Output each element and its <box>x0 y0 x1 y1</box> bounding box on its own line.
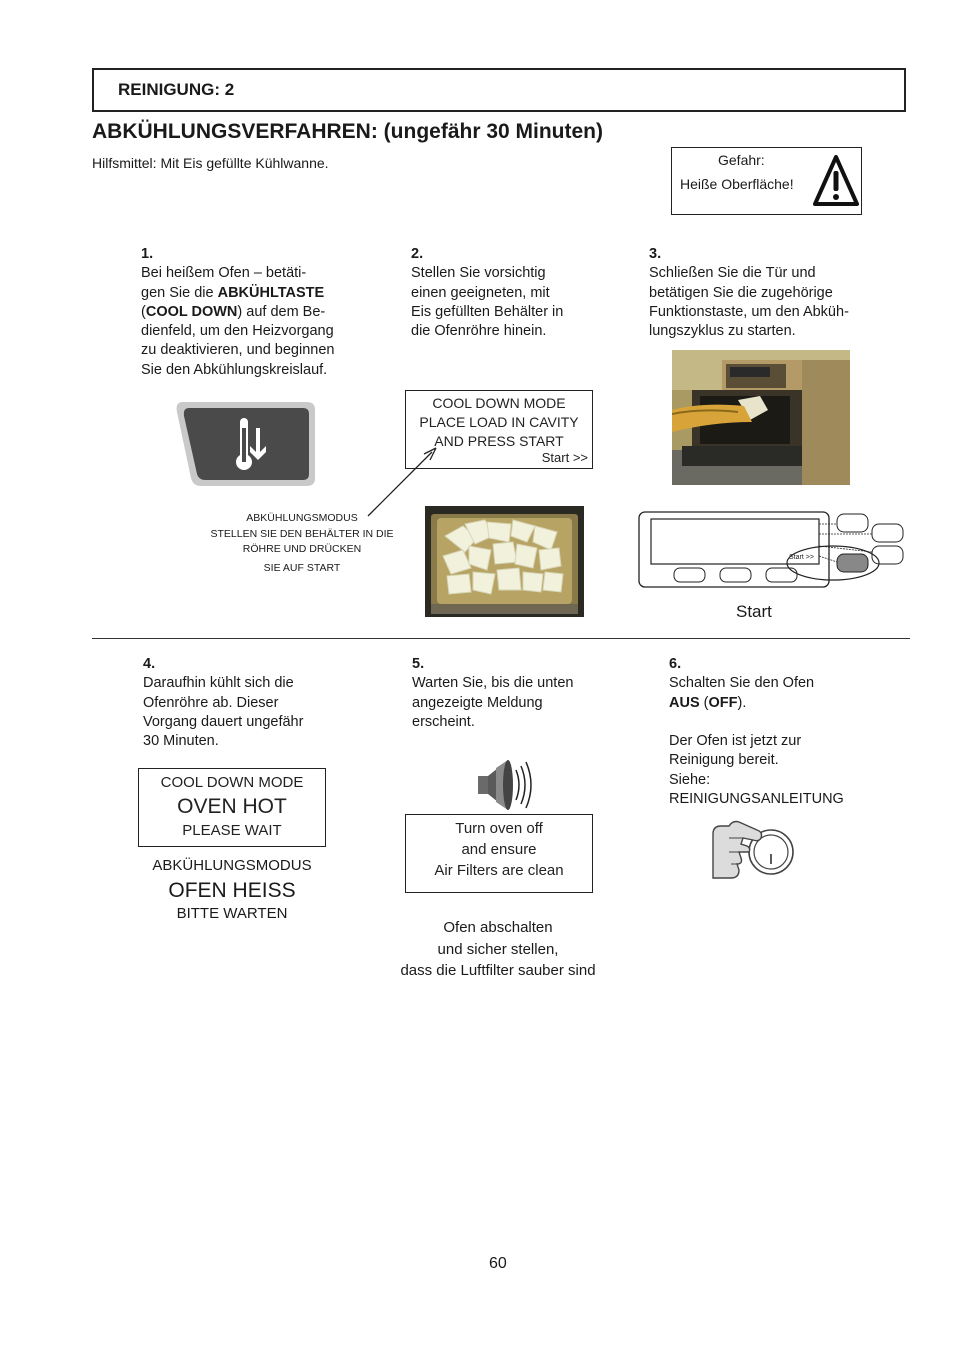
control-panel-diagram <box>638 510 906 590</box>
power-button-hand-icon <box>709 816 795 884</box>
caption-line: Ofen abschalten <box>443 919 553 936</box>
step-text-part: ). <box>737 694 747 711</box>
step-text <box>669 674 899 809</box>
danger-box <box>671 147 862 215</box>
step-text-part: Siehe: <box>669 771 711 788</box>
off-label-en: OFF <box>708 694 738 711</box>
step-text-part: Der Ofen ist jetzt zur <box>669 733 802 750</box>
caption-line: und sicher stellen, <box>437 940 559 958</box>
step-text-part: REINIGUNGSANLEITUNG <box>669 791 844 808</box>
step-3 <box>649 245 879 341</box>
caption-line: BITTE WARTEN <box>176 905 288 922</box>
display-line: PLACE LOAD IN CAVITY <box>419 414 579 430</box>
speaker-icon <box>474 758 536 812</box>
caption-line: ABKÜHLUNGSMODUS <box>152 857 312 874</box>
display-line: Turn oven off <box>455 820 543 837</box>
display-line: Air Filters are clean <box>434 862 564 879</box>
panel-screen-start: Start >> <box>789 554 814 561</box>
caption-line: dass die Luftfilter sauber sind <box>400 962 596 979</box>
caption-line: STELLEN SIE DEN BEHÄLTER IN DIE <box>210 527 394 540</box>
warning-triangle-icon <box>812 154 860 208</box>
oven-photo <box>672 350 850 485</box>
step-text-part: Bei heißem Ofen – betäti- gen Sie die <box>141 265 307 301</box>
page-title: ABKÜHLUNGSVERFAHREN: (ungefähr 30 Minuten) <box>92 120 604 143</box>
off-label: AUS <box>669 694 700 711</box>
section-label: REINIGUNG: 2 <box>118 80 235 99</box>
caption-line-large: OFEN HEISS <box>168 879 296 902</box>
step-number: 4. <box>143 656 156 672</box>
step-2 <box>411 245 611 341</box>
display-line: AND PRESS START <box>434 433 564 449</box>
display-start-label: Start >> <box>541 450 588 465</box>
section-divider <box>92 638 910 639</box>
step-4 <box>143 655 353 751</box>
section-header-box <box>92 68 906 112</box>
cool-down-key-en: COOL DOWN <box>145 303 238 320</box>
step-text-part: ( <box>141 303 146 320</box>
step-text-part: ( <box>699 694 709 711</box>
aids-text: Hilfsmittel: Mit Eis gefüllte Kühlwanne. <box>92 155 329 171</box>
cool-down-key-label: ABKÜHLTASTE <box>217 284 325 301</box>
step-1 <box>141 245 371 380</box>
danger-text: Heiße Oberfläche! <box>680 176 794 192</box>
page-number: 60 <box>489 1255 507 1272</box>
step-text-part: ) auf dem Be- dienfeld, um den Heizvorgang zu deaktivieren, und beginnen Sie den Abkühlungskreislauf. <box>141 303 335 378</box>
caption-step-4 <box>138 856 326 923</box>
ice-tray-photo <box>425 506 584 617</box>
step-text: Schließen Sie die Tür und betätigen Sie die zugehörige Funktionstaste, um den Abküh- lungszyklus zu starten. <box>649 265 849 340</box>
display-line: and ensure <box>461 841 537 858</box>
display-turn-oven-off <box>405 814 593 893</box>
step-text: Warten Sie, bis die unten angezeigte Meldung erscheint. <box>412 675 574 730</box>
cool-down-thermometer-button-icon <box>175 398 318 490</box>
step-number: 5. <box>412 656 425 672</box>
step-number: 6. <box>669 656 682 672</box>
caption-line: ABKÜHLUNGSMODUS <box>246 512 358 524</box>
display-oven-hot <box>138 768 326 847</box>
step-text: Stellen Sie vorsichtig einen geeigneten, mit Eis gefüllten Behälter in die Ofenröhre hinein. <box>411 265 564 340</box>
step-text <box>141 264 371 380</box>
start-caption: Start <box>736 602 772 621</box>
step-number: 3. <box>649 246 662 262</box>
display-line: COOL DOWN MODE <box>432 395 566 411</box>
caption-line: RÖHRE UND DRÜCKEN <box>242 543 362 555</box>
step-text: Daraufhin kühlt sich die Ofenröhre ab. Dieser Vorgang dauert ungefähr 30 Minuten. <box>143 675 304 750</box>
step-text-part: Reinigung bereit. <box>669 752 779 769</box>
step-text-part: Schalten Sie den Ofen <box>669 675 815 692</box>
caption-step-2 <box>204 511 400 576</box>
caption-line: SIE AUF START <box>263 561 341 574</box>
danger-label: Gefahr: <box>718 152 765 168</box>
step-5 <box>412 655 612 732</box>
caption-step-5 <box>380 917 616 982</box>
display-line: COOL DOWN MODE <box>160 774 304 791</box>
step-number: 2. <box>411 246 424 262</box>
display-line: PLEASE WAIT <box>182 822 282 839</box>
step-6 <box>669 655 899 809</box>
step-number: 1. <box>141 246 154 262</box>
display-line-large: OVEN HOT <box>177 795 287 818</box>
